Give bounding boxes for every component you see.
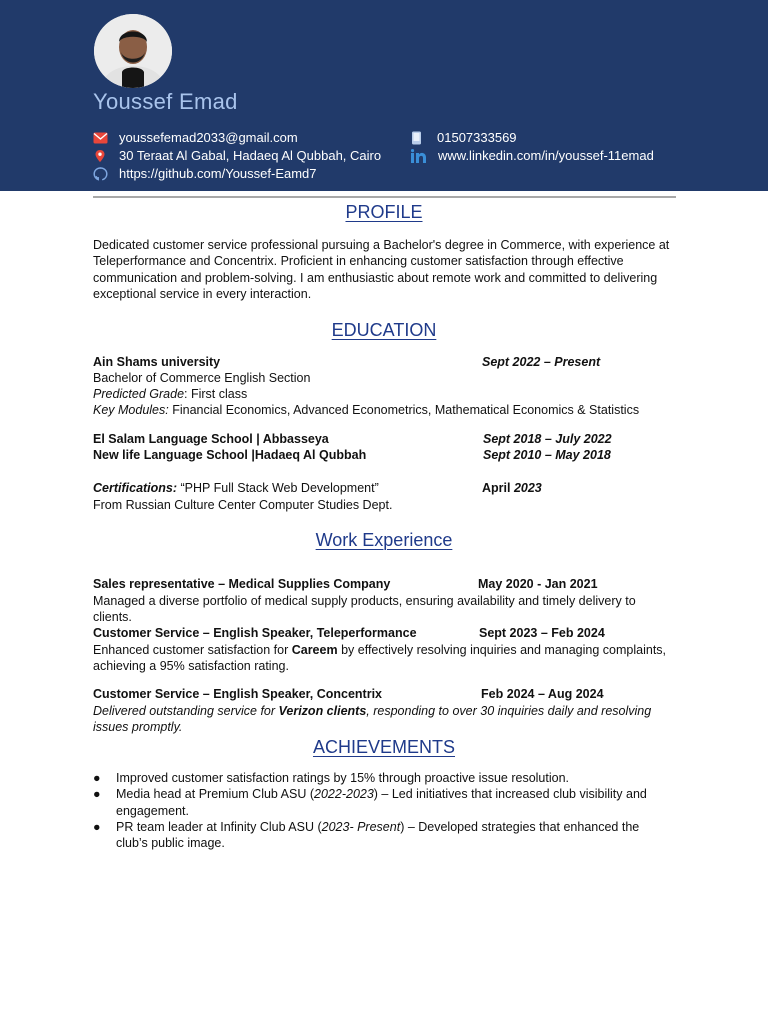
school-1-date: Sept 2018 – July 2022	[483, 432, 612, 446]
profile-heading: PROFILE	[345, 202, 423, 222]
divider	[93, 196, 676, 198]
job-1-date: May 2020 - Jan 2021	[478, 577, 598, 591]
bullet-icon: ●	[93, 771, 101, 785]
achievements-heading: ACHIEVEMENTS	[312, 737, 456, 757]
university-date: Sept 2022 – Present	[482, 355, 601, 369]
list-item: ● Media head at Premium Club ASU (2022-2023) – Led initiatives that increased club visibility and engagement.	[93, 787, 647, 818]
certification: Certifications: “PHP Full Stack Web Development”	[93, 481, 379, 495]
github-text: https://github.com/Youssef-Eamd7	[119, 166, 317, 181]
key-modules: Key Modules: Financial Economics, Advanced Econometrics, Mathematical Economics & Statistics	[93, 403, 640, 417]
job-1-description: Managed a diverse portfolio of medical supply products, ensuring availability and timely delivery to clients.	[93, 594, 636, 625]
job-3-date: Feb 2024 – Aug 2024	[481, 687, 604, 701]
education-heading: EDUCATION	[331, 320, 437, 340]
job-2-description: Enhanced customer satisfaction for Careem by effectively resolving inquiries and managing complaints, achieving a 95% satisfaction rating.	[93, 643, 667, 674]
avatar	[94, 14, 172, 88]
job-1-title: Sales representative – Medical Supplies Company	[93, 577, 391, 591]
predicted-grade: Predicted Grade: First class	[93, 387, 248, 401]
profile-text: Dedicated customer service professional pursuing a Bachelor's degree in Commerce, with experience at Teleperformance and Concentrix. Proficient in enhancing customer satisfaction through effective communication and problem-solving. I am enthusiastic about remote work and committed to delivering exceptional service in every interaction.	[93, 238, 670, 301]
school-2-date: Sept 2010 – May 2018	[483, 448, 611, 462]
job-2-title: Customer Service – English Speaker, Teleperformance	[93, 626, 417, 640]
candidate-name: Youssef Emad	[93, 89, 238, 114]
school-1-name: El Salam Language School | Abbasseya	[93, 432, 329, 446]
email-icon	[93, 131, 109, 145]
location-icon	[93, 149, 109, 163]
list-item: ● PR team leader at Infinity Club ASU (2023- Present) – Developed strategies that enhanced the club’s public image.	[93, 819, 640, 851]
bullet-icon: ●	[93, 819, 101, 834]
email-text: youssefemad2033@gmail.com	[119, 130, 298, 145]
work-heading: Work Experience	[315, 530, 453, 550]
job-2-date: Sept 2023 – Feb 2024	[479, 626, 605, 640]
certification-source: From Russian Culture Center Computer Studies Dept.	[93, 498, 393, 512]
list-item: ● Improved customer satisfaction ratings by 15% through proactive issue resolution.	[93, 771, 570, 785]
university-name: Ain Shams university	[93, 355, 221, 369]
linkedin-text: www.linkedin.com/in/youssef-11emad	[438, 148, 654, 163]
github-icon	[93, 167, 109, 181]
certification-date: April 2023	[482, 481, 542, 495]
address-text: 30 Teraat Al Gabal, Hadaeq Al Qubbah, Cairo	[119, 148, 382, 163]
phone-text: 01507333569	[437, 130, 517, 145]
school-2-name: New life Language School |Hadaeq Al Qubbah	[93, 448, 367, 462]
achievements-list	[93, 770, 673, 851]
job-3-description: Delivered outstanding service for Verizon clients, responding to over 30 inquiries daily and resolving issues promptly.	[93, 704, 652, 735]
bullet-icon: ●	[93, 787, 101, 802]
phone-icon	[411, 131, 427, 145]
linkedin-icon	[411, 149, 427, 163]
header-banner	[0, 0, 768, 191]
degree: Bachelor of Commerce English Section	[93, 371, 311, 385]
job-3-title: Customer Service – English Speaker, Concentrix	[93, 687, 383, 701]
